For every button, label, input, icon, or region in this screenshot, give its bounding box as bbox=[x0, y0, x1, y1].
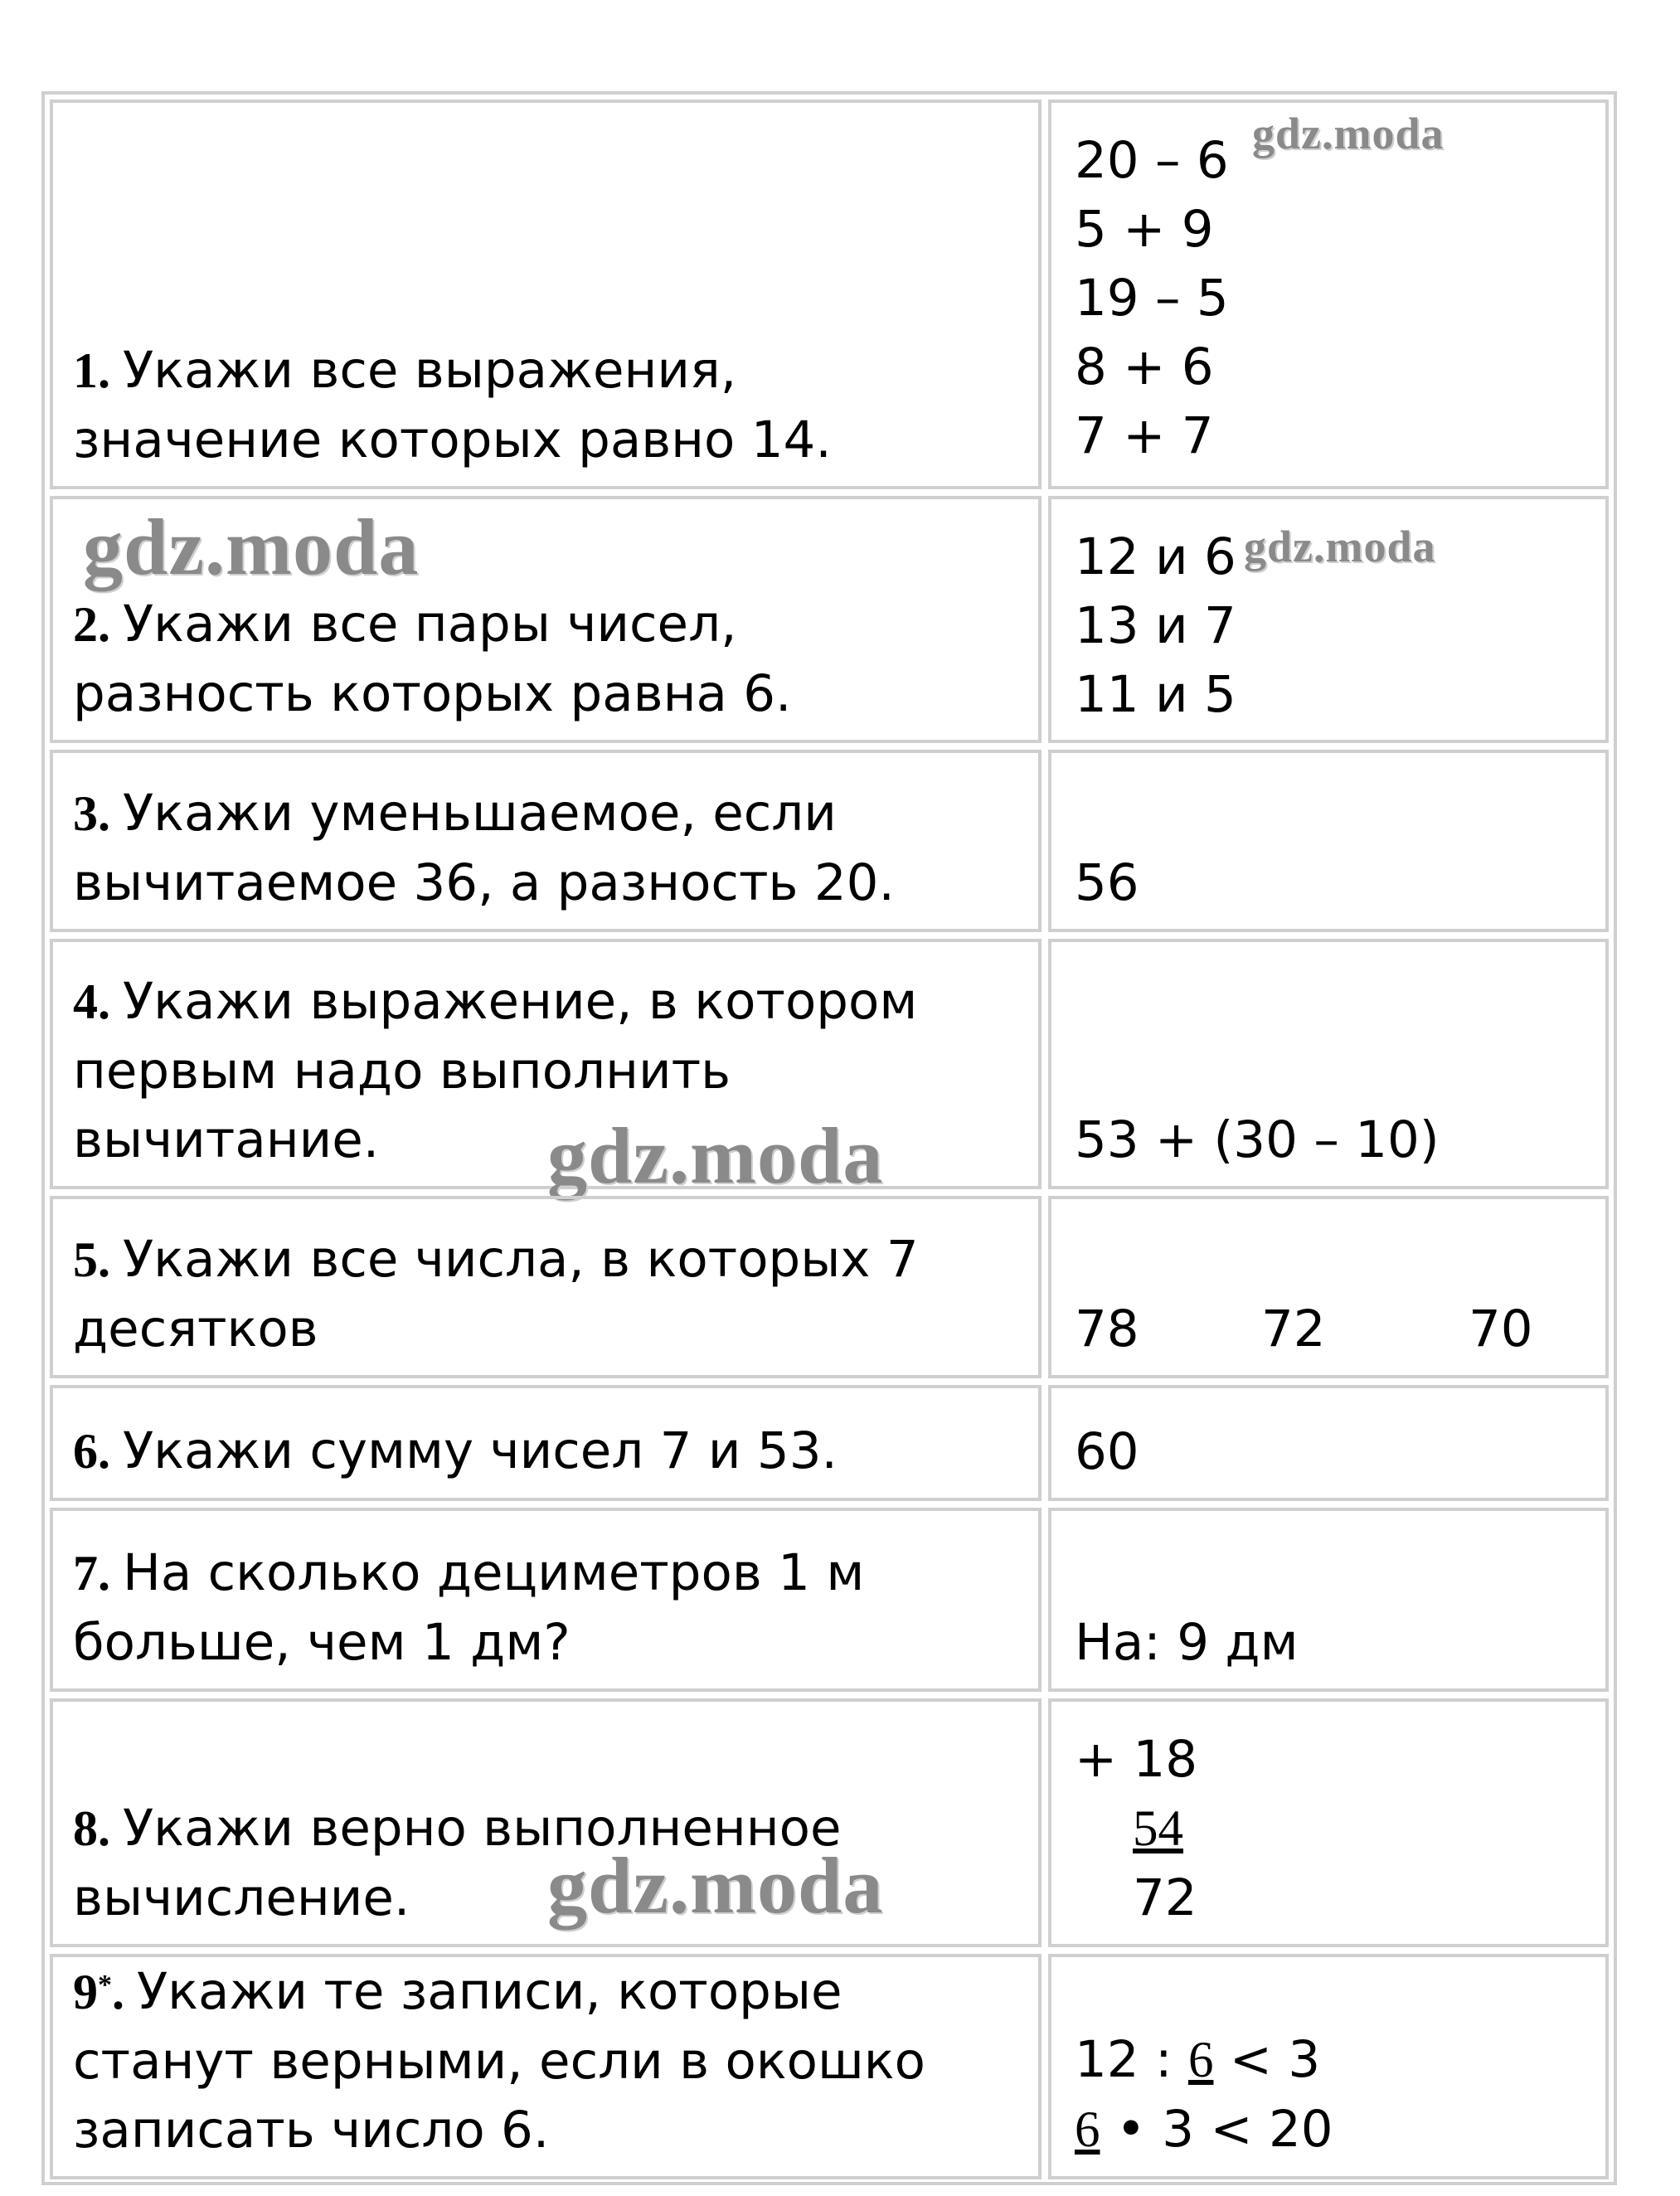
task-number: 3 bbox=[73, 786, 98, 841]
answer-underlined-number: 6 bbox=[1187, 2033, 1214, 2088]
watermark: gdz.moda bbox=[547, 1841, 884, 1930]
answer-cell bbox=[1048, 100, 1609, 489]
question-line: 5. Укажи все числа, в которых 7 bbox=[73, 1230, 919, 1289]
answer-number: 78 bbox=[1075, 1300, 1139, 1358]
watermark: gdz.moda bbox=[1244, 522, 1436, 571]
answer-line: 11 и 5 bbox=[1075, 665, 1236, 724]
answer-line: 13 и 7 bbox=[1075, 596, 1236, 655]
answer-underlined-number: 54 bbox=[1133, 1801, 1183, 1857]
watermark: gdz.moda bbox=[83, 503, 420, 591]
question-line: разность которых равна 6. bbox=[73, 664, 792, 723]
table-row bbox=[50, 1196, 1609, 1378]
answer-line: 53 + (30 – 10) bbox=[1075, 1110, 1440, 1169]
answer-line: 12 : 6 < 3 bbox=[1075, 2030, 1321, 2089]
table-row bbox=[50, 1954, 1609, 2179]
question-line: первым надо выполнить bbox=[73, 1042, 731, 1100]
question-line: 9*. Укажи те записи, которые bbox=[73, 1962, 842, 2021]
question-line: 6. Укажи сумму чисел 7 и 53. bbox=[73, 1421, 838, 1480]
question-cell bbox=[50, 1698, 1042, 1947]
question-cell bbox=[50, 100, 1042, 489]
task-number: 6 bbox=[73, 1424, 98, 1479]
table-row bbox=[50, 750, 1609, 932]
question-line: вычисление. bbox=[73, 1868, 410, 1927]
question-line: 4. Укажи выражение, в котором bbox=[73, 972, 918, 1031]
answer-cell bbox=[1048, 1698, 1609, 1947]
question-cell bbox=[50, 1954, 1042, 2179]
table-row bbox=[50, 1698, 1609, 1947]
answer-cell bbox=[1048, 1954, 1609, 2179]
answer-cell bbox=[1048, 750, 1609, 932]
answer-cell bbox=[1048, 496, 1609, 743]
answer-line: 60 bbox=[1075, 1422, 1139, 1481]
answer-line: 6 • 3 < 20 bbox=[1075, 2100, 1333, 2159]
watermark: gdz.moda bbox=[547, 1111, 884, 1200]
answer-line: 56 bbox=[1075, 853, 1139, 912]
answer-number: 70 bbox=[1469, 1300, 1533, 1358]
task-number: 2 bbox=[73, 597, 98, 652]
answer-line: На: 9 дм bbox=[1075, 1613, 1299, 1672]
question-line: значение которых равно 14. bbox=[73, 411, 832, 469]
answer-line: 20 – 6 bbox=[1075, 131, 1229, 190]
answer-cell bbox=[1048, 1196, 1609, 1378]
table-row bbox=[50, 1385, 1609, 1501]
answer-line: 8 + 6 bbox=[1075, 338, 1214, 396]
question-cell bbox=[50, 939, 1042, 1189]
table-row bbox=[50, 100, 1609, 489]
task-number: 4 bbox=[73, 974, 98, 1029]
task-number: 9* bbox=[73, 1965, 112, 2019]
question-cell bbox=[50, 1508, 1042, 1692]
answer-cell bbox=[1048, 1508, 1609, 1692]
question-line: вычитаемое 36, а разность 20. bbox=[73, 853, 895, 912]
answer-table bbox=[41, 91, 1617, 2185]
task-number: 8 bbox=[73, 1801, 98, 1856]
question-line: 8. Укажи верно выполненное bbox=[73, 1799, 842, 1858]
answer-underlined-number: 6 bbox=[1075, 2102, 1100, 2158]
answer-line: 7 + 7 bbox=[1075, 406, 1214, 465]
question-line: 2. Укажи все пары чисел, bbox=[73, 595, 737, 653]
table-row bbox=[50, 1508, 1609, 1692]
answer-cell bbox=[1048, 1385, 1609, 1501]
answer-line: 5 + 9 bbox=[1075, 200, 1214, 259]
task-number: 5 bbox=[73, 1232, 98, 1287]
answer-cell bbox=[1048, 939, 1609, 1189]
question-cell bbox=[50, 750, 1042, 932]
answer-line bbox=[1075, 1295, 1605, 1363]
question-line: 3. Укажи уменьшаемое, если bbox=[73, 784, 837, 843]
question-line: 7. На сколько дециметров 1 м bbox=[73, 1543, 865, 1602]
watermark: gdz.moda bbox=[1252, 109, 1445, 158]
answer-line: 12 и 6 bbox=[1075, 527, 1236, 586]
answer-number: 72 bbox=[1261, 1300, 1326, 1358]
question-cell bbox=[50, 1196, 1042, 1378]
question-line: станут верными, если в окошко bbox=[73, 2032, 925, 2091]
table-row bbox=[50, 496, 1609, 743]
answer-line: 19 – 5 bbox=[1075, 269, 1229, 328]
answer-line bbox=[1075, 1794, 1605, 1863]
question-line: десятков bbox=[73, 1300, 318, 1358]
question-line: вычитание. bbox=[73, 1110, 380, 1169]
question-line: больше, чем 1 дм? bbox=[73, 1613, 571, 1672]
table-row bbox=[50, 939, 1609, 1200]
question-cell bbox=[50, 496, 1042, 743]
answer-line: + 18 bbox=[1075, 1730, 1198, 1789]
task-number: 1 bbox=[73, 343, 98, 398]
question-cell bbox=[50, 1385, 1042, 1501]
answer-line: 72 bbox=[1133, 1868, 1197, 1927]
question-line: 1. Укажи все выражения, bbox=[73, 341, 737, 400]
question-line: записать число 6. bbox=[73, 2101, 550, 2160]
task-number: 7 bbox=[73, 1546, 98, 1601]
